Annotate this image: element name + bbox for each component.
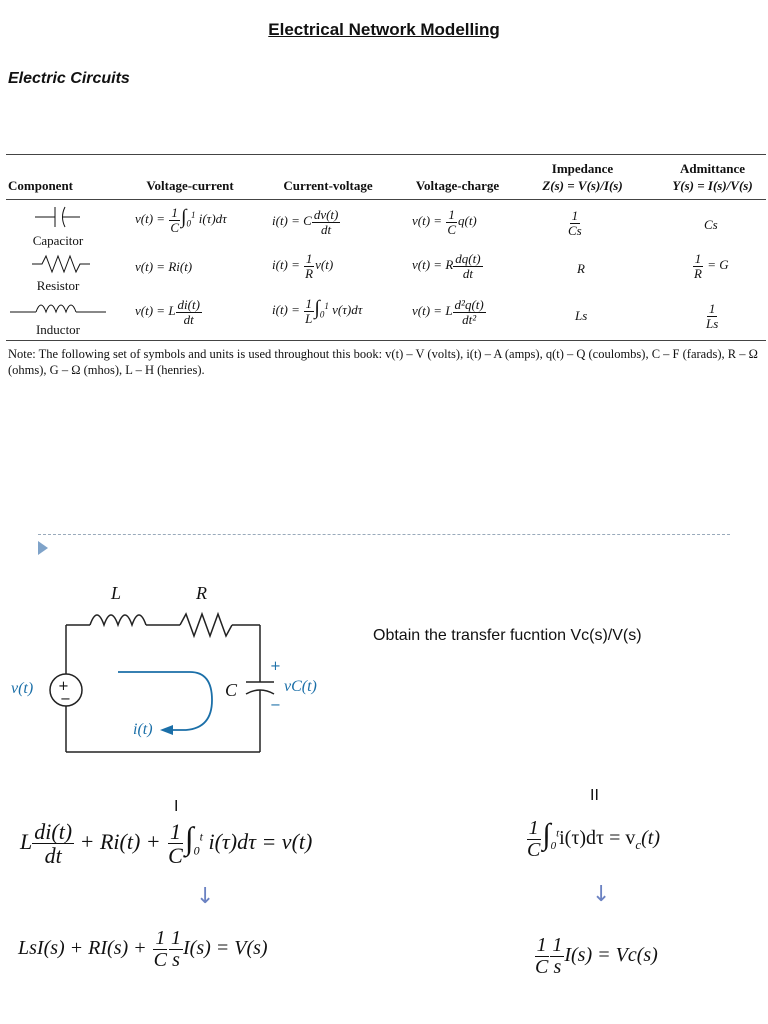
inductor-impedance: Ls — [575, 308, 588, 323]
current-label: i(t) — [133, 721, 153, 738]
table-bottom-rule — [6, 340, 766, 341]
capacitor-admittance: Cs — [704, 217, 718, 232]
resistor-symbol-icon — [28, 252, 94, 276]
capacitor-voltage-label: vC(t) — [284, 678, 317, 695]
table-top-rule — [6, 154, 766, 155]
resistor-label: R — [196, 583, 207, 603]
transfer-function-prompt: Obtain the transfer fucntion Vc(s)/V(s) — [373, 627, 642, 644]
section-subtitle: Electric Circuits — [8, 70, 130, 87]
header-component: Component — [8, 178, 74, 193]
header-impedance-formula: Z(s) = V(s)/I(s) — [542, 178, 623, 193]
slide-divider — [38, 534, 730, 535]
header-admittance-formula: Y(s) = I(s)/V(s) — [672, 178, 753, 193]
header-current-voltage: Current-voltage — [283, 178, 373, 193]
source-minus-sign: − — [60, 692, 71, 707]
capacitor-impedance: $\frac{1}{Cs}$ — [568, 208, 582, 238]
source-voltage-label: v(t) — [11, 680, 34, 697]
capacitor-plus-sign: + — [270, 659, 281, 674]
inductor-symbol-icon — [8, 296, 110, 318]
header-impedance: Impedance — [551, 161, 614, 176]
units-note: Note: The following set of symbols and units is used throughout this book: v(t) – V (volts), i(t) – A (amps), q(t) – Q (coulombs), C – F (farads), R – Ω (ohms), G – Ω (mhos), L – H (henries). — [8, 347, 758, 377]
row-resistor-label: Resistor — [36, 278, 80, 293]
capacitor-minus-sign: − — [270, 698, 281, 713]
resistor-voltage-charge: v(t) = R $\frac{dq(t)}{dt}$ — [412, 251, 481, 281]
inductor-voltage-charge: v(t) = L $\frac{\text{d²q(t)}}{\text{dt²}}$ — [412, 297, 484, 327]
equation-ii-time-domain: $\frac{1}{C}$ $\int_0^ti(\tau)d\tau = v_c(t)$ — [527, 817, 661, 861]
table-header-rule — [6, 199, 766, 200]
inductor-label: L — [111, 583, 122, 603]
capacitor-label: C — [225, 680, 238, 700]
header-voltage-charge: Voltage-charge — [415, 178, 500, 193]
resistor-voltage-current: v(t) = Ri(t) — [135, 259, 193, 274]
row-capacitor-label: Capacitor — [32, 233, 84, 248]
resistor-current-voltage: i(t) = $\frac{1}{R}$ v(t) — [272, 251, 334, 281]
equation-i-time-domain: L $\frac{di(t)}{dt}$ + Ri(t) + $\frac{1}{C}$ $\int_0^t$ i(τ)dτ = v(t) — [20, 819, 313, 869]
source-plus-sign: + — [58, 679, 69, 694]
header-voltage-current: Voltage-current — [146, 178, 234, 193]
bullet-triangle-icon — [38, 541, 48, 555]
inductor-current-voltage: i(t) = $\frac{1}{L}$ $\int_0^1$ v(τ)dτ — [272, 296, 363, 326]
inductor-admittance: $\frac{1}{Ls}$ — [706, 301, 719, 331]
page-title: Electrical Network Modelling — [268, 20, 500, 39]
down-arrow-ii-icon: ↓ — [592, 882, 611, 907]
equation-i-label: I — [174, 798, 179, 815]
resistor-admittance: $\frac{1}{R}$ = G — [694, 251, 729, 281]
resistor-impedance: R — [577, 261, 585, 276]
equation-ii-s-domain: $\frac{1}{C}$ $\frac{1}{s}$ I(s) = Vc(s) — [535, 934, 658, 978]
header-admittance: Admittance — [680, 161, 745, 176]
inductor-voltage-current: v(t) = L $\frac{di(t)}{dt}$ — [135, 297, 200, 327]
down-arrow-icon: ↓ — [196, 884, 215, 909]
equation-ii-label: II — [590, 787, 599, 804]
capacitor-symbol-icon — [30, 204, 90, 230]
row-inductor-label: Inductor — [35, 322, 81, 337]
rlc-circuit-diagram — [0, 580, 340, 760]
capacitor-voltage-current: v(t) = $\frac{1}{C}$ $\int_0^1$ i(τ)dτ — [135, 205, 227, 235]
equation-i-s-domain: LsI(s) + RI(s) + $\frac{1}{C}$ $\frac{1}{s}$ I(s) = V(s) — [18, 927, 268, 971]
capacitor-current-voltage: i(t) = C $\frac{dv(t)}{dt}$ — [272, 207, 339, 237]
capacitor-voltage-charge: v(t) = $\frac{1}{C}$ q(t) — [412, 207, 477, 237]
